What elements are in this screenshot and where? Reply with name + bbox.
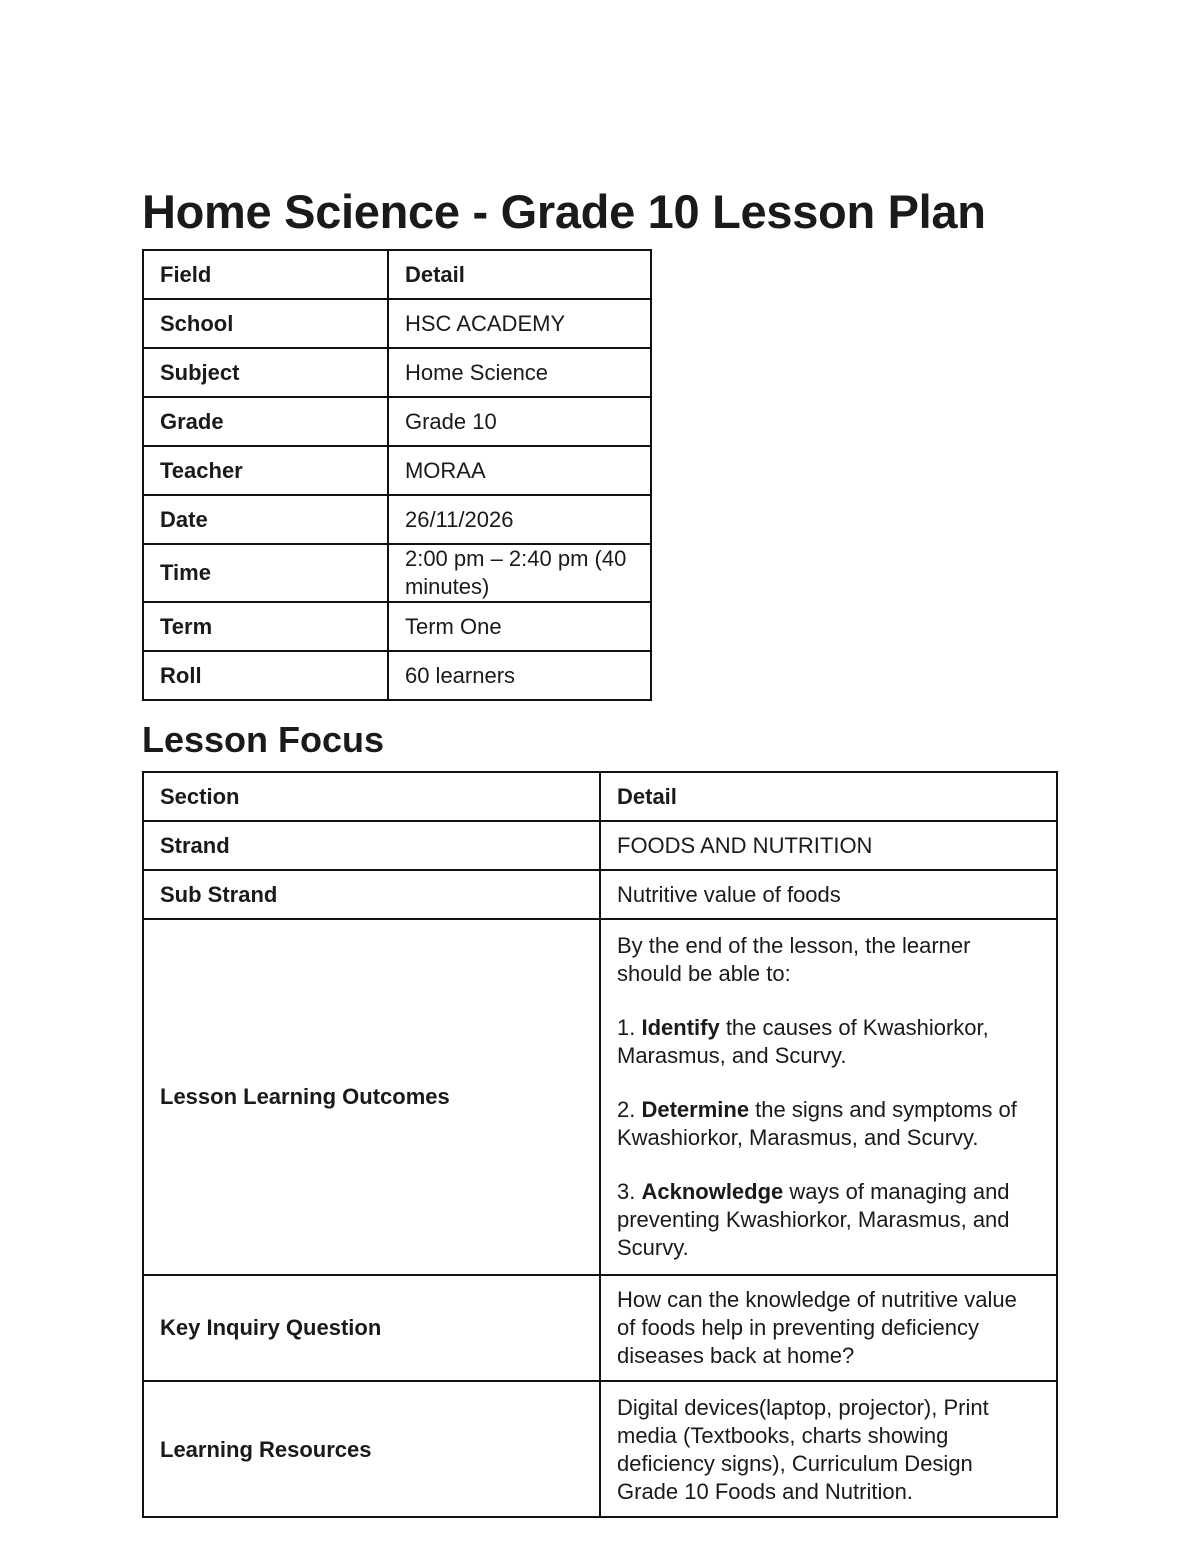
page-title: Home Science - Grade 10 Lesson Plan bbox=[142, 185, 986, 238]
resources-label: Learning Resources bbox=[143, 1381, 600, 1517]
row-value: Term One bbox=[388, 602, 651, 651]
row-value: Grade 10 bbox=[388, 397, 651, 446]
row-label: Teacher bbox=[143, 446, 388, 495]
table-row bbox=[143, 544, 651, 602]
outcome-item bbox=[617, 1014, 1040, 1070]
outcome-number: 1. bbox=[617, 1015, 642, 1040]
row-value: Home Science bbox=[388, 348, 651, 397]
row-label: Subject bbox=[143, 348, 388, 397]
row-label: School bbox=[143, 299, 388, 348]
outcomes-label: Lesson Learning Outcomes bbox=[143, 919, 600, 1275]
table-row bbox=[143, 348, 651, 397]
outcome-number: 3. bbox=[617, 1179, 642, 1204]
table-row bbox=[143, 821, 1057, 870]
outcome-verb: Identify bbox=[641, 1015, 720, 1040]
outcomes-intro: By the end of the lesson, the learner should be able to: bbox=[617, 933, 971, 986]
row-label: Date bbox=[143, 495, 388, 544]
row-value: 26/11/2026 bbox=[388, 495, 651, 544]
row-value: MORAA bbox=[388, 446, 651, 495]
table-row bbox=[143, 299, 651, 348]
table-row bbox=[143, 1381, 1057, 1517]
sub-strand-label: Sub Strand bbox=[143, 870, 600, 919]
row-label: Term bbox=[143, 602, 388, 651]
row-label: Time bbox=[143, 544, 388, 602]
key-inquiry-label: Key Inquiry Question bbox=[143, 1275, 600, 1381]
row-value: 60 learners bbox=[388, 651, 651, 700]
table-row bbox=[143, 602, 651, 651]
row-value: HSC ACADEMY bbox=[388, 299, 651, 348]
table-row bbox=[143, 1275, 1057, 1381]
table-row bbox=[143, 397, 651, 446]
key-inquiry-value: How can the knowledge of nutritive value of foods help in preventing deficiency diseases back at home? bbox=[600, 1275, 1057, 1381]
header-section: Section bbox=[143, 772, 600, 821]
lesson-details-table bbox=[142, 249, 652, 701]
outcome-text: ways of managing and preventing Kwashiorkor, Marasmus, and Scurvy. bbox=[617, 1179, 1010, 1260]
row-label: Roll bbox=[143, 651, 388, 700]
outcome-item bbox=[617, 1178, 1040, 1262]
table-header-row bbox=[143, 250, 651, 299]
resources-value: Digital devices(laptop, projector), Print media (Textbooks, charts showing deficiency signs), Curriculum Design Grade 10 Foods and Nutrition. bbox=[600, 1381, 1057, 1517]
sub-strand-value: Nutritive value of foods bbox=[600, 870, 1057, 919]
outcome-item bbox=[617, 1096, 1040, 1152]
table-row bbox=[143, 919, 1057, 1275]
strand-label: Strand bbox=[143, 821, 600, 870]
outcome-number: 2. bbox=[617, 1097, 642, 1122]
table-header-row bbox=[143, 772, 1057, 821]
header-field: Field bbox=[143, 250, 388, 299]
outcome-verb: Acknowledge bbox=[641, 1179, 784, 1204]
table-row bbox=[143, 495, 651, 544]
row-label: Grade bbox=[143, 397, 388, 446]
outcome-text: the causes of Kwashiorkor, Marasmus, and Scurvy. bbox=[617, 1015, 989, 1068]
outcomes-value bbox=[600, 919, 1057, 1275]
lesson-focus-table bbox=[142, 771, 1058, 1518]
table-row bbox=[143, 870, 1057, 919]
row-value: 2:00 pm – 2:40 pm (40 minutes) bbox=[388, 544, 651, 602]
outcome-text: the signs and symptoms of Kwashiorkor, Marasmus, and Scurvy. bbox=[617, 1097, 1017, 1150]
table-row bbox=[143, 651, 651, 700]
table-row bbox=[143, 446, 651, 495]
outcome-verb: Determine bbox=[641, 1097, 750, 1122]
lesson-focus-heading: Lesson Focus bbox=[142, 719, 385, 760]
header-detail: Detail bbox=[388, 250, 651, 299]
strand-value: FOODS AND NUTRITION bbox=[600, 821, 1057, 870]
header-detail: Detail bbox=[600, 772, 1057, 821]
